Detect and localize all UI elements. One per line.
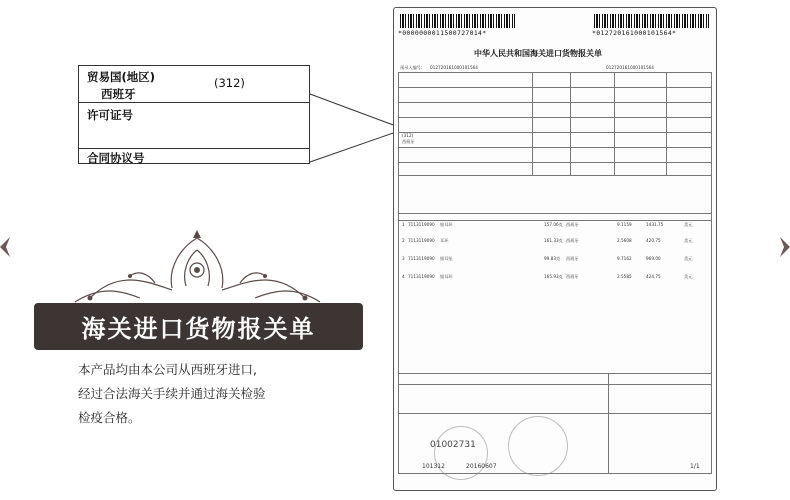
- item-hs: 7113119090: [408, 256, 435, 261]
- license-row: [79, 104, 309, 149]
- item-total: 424.75: [646, 274, 661, 279]
- item-country: 西班牙: [566, 274, 579, 279]
- item-currency: 美元: [684, 238, 693, 243]
- description-line-3: 检疫合格。: [78, 410, 141, 425]
- item-currency: 美元: [684, 274, 693, 279]
- trade-country-label: 贸易国(地区): [87, 70, 156, 84]
- item-country: 西班牙: [566, 238, 579, 243]
- trade-country-name: 西班牙: [101, 87, 136, 101]
- item-unit: 9.1159: [617, 222, 632, 227]
- item-country: 西班牙: [566, 256, 579, 261]
- customs-declaration-document: [393, 7, 717, 491]
- customs-stamp-right: [508, 416, 568, 476]
- item-unit: 9.7162: [617, 256, 632, 261]
- item-name: 银耳环: [440, 222, 453, 227]
- remarks-box: [398, 176, 712, 214]
- item-currency: 美元: [684, 256, 693, 261]
- license-label: 许可证号: [87, 108, 133, 122]
- preentry-number: 012720161000101564: [430, 65, 478, 70]
- item-no: 3: [402, 256, 405, 261]
- bottom-number: 101312: [422, 463, 445, 470]
- item-total: 969.00: [646, 256, 661, 261]
- document-title: 中华人民共和国海关进口货物报关单: [474, 49, 602, 58]
- contract-label: 合同协议号: [87, 151, 145, 165]
- item-name: 银耳环: [440, 274, 453, 279]
- stamp-code: 01002731: [430, 440, 476, 450]
- right-edge-ornament-icon: [776, 232, 790, 262]
- barcode-left: [400, 14, 515, 28]
- item-qty: 99.83克: [544, 256, 561, 261]
- item-hs: 7113119090: [408, 222, 435, 227]
- description-line-2: 经过合法海关手续并通过海关检验: [78, 386, 266, 401]
- item-hs: 7113119090: [408, 274, 435, 279]
- item-name: 银耳坠: [440, 256, 453, 261]
- barcode-right: [594, 14, 709, 28]
- item-no: 1: [402, 222, 405, 227]
- callout-connector: [308, 64, 398, 164]
- customs-number: 012720161000101564: [606, 65, 654, 70]
- page-number: 1/1: [690, 463, 700, 470]
- title-banner: [34, 303, 363, 350]
- trade-code: (312): [402, 133, 414, 138]
- item-total: 420.75: [646, 238, 661, 243]
- item-total: 1431.75: [646, 222, 664, 227]
- barcode-right-text: *012720161000101564*: [592, 29, 677, 37]
- item-country: 西班牙: [566, 222, 579, 227]
- trade-country-row: [79, 66, 309, 103]
- preentry-label: 预录入编号:: [400, 65, 423, 70]
- ornament-icon: [60, 228, 335, 308]
- item-currency: 美元: [684, 222, 693, 227]
- customs-stamp-left: [434, 426, 488, 480]
- item-no: 2: [402, 238, 405, 243]
- item-qty: 165.93克: [544, 274, 563, 279]
- tax-section: [398, 374, 712, 414]
- trade-country-code: (312): [214, 76, 245, 90]
- banner-title: 海关进口货物报关单: [81, 315, 316, 343]
- item-qty: 161.33克: [544, 238, 563, 243]
- item-hs: 7113119090: [408, 238, 435, 243]
- bottom-date: 20160607: [466, 463, 497, 470]
- magnified-detail-box: [78, 65, 310, 164]
- trade-country: 西班牙: [402, 139, 415, 144]
- left-edge-ornament-icon: [0, 232, 14, 262]
- description-line-1: 本产品均由本公司从西班牙进口,: [78, 362, 257, 377]
- item-qty: 157.06克: [544, 222, 563, 227]
- contract-row: [79, 149, 309, 163]
- item-name: 耳环: [440, 238, 449, 243]
- item-unit: 2.5585: [617, 274, 632, 279]
- barcode-left-text: *0000000011500727014*: [398, 29, 487, 37]
- item-no: 4: [402, 274, 405, 279]
- item-unit: 2.5608: [617, 238, 632, 243]
